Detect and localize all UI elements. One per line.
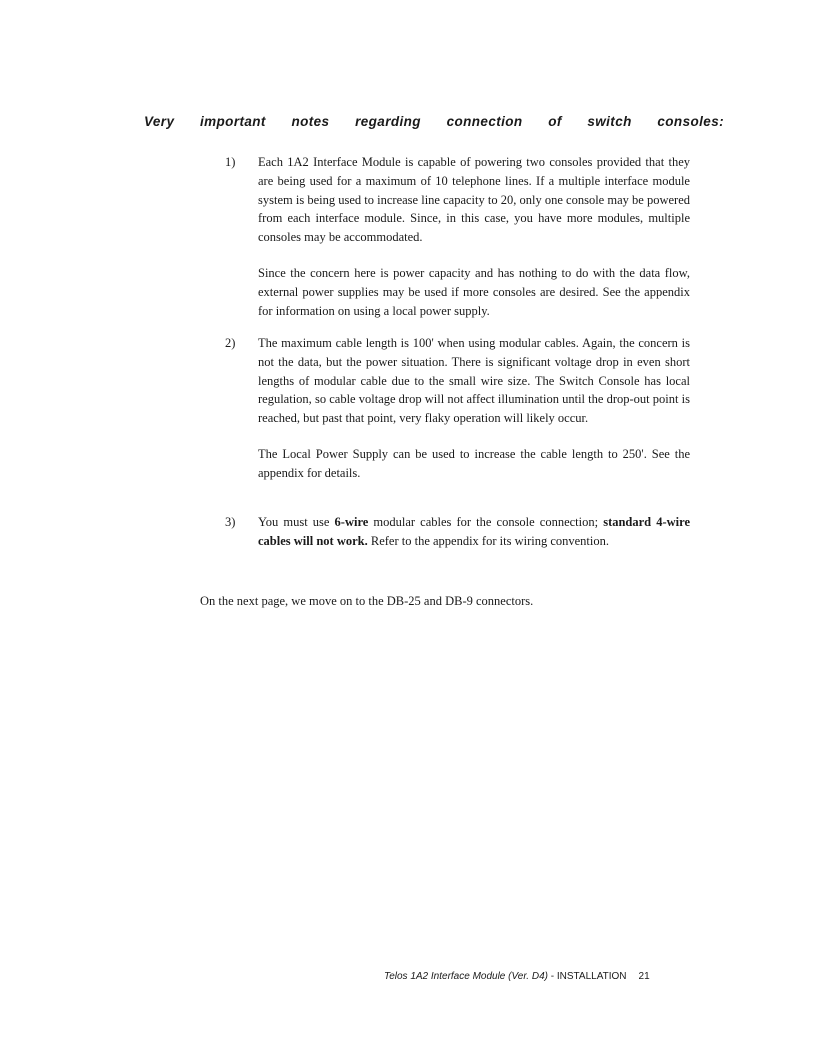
emphasis-warning: standard 4-wire cables will not work. [258,515,691,548]
emphasis-6-wire: 6-wire [334,515,369,529]
note-paragraph: Since the concern here is power capacity and has nothing to do with the data flow, external power supplies may be used if more consoles are desired. See the appendix for information on using a local power supply. [258,265,690,318]
heading-word: connection [446,114,523,129]
heading-word: regarding [355,114,421,129]
heading-word: of [548,114,562,129]
page-heading [144,114,724,129]
footer-section: - INSTALLATION [547,971,627,982]
heading-word: notes [291,114,330,129]
note-body [258,513,690,551]
note-body [258,334,690,483]
note-paragraph: The maximum cable length is 100' when using modular cables. Again, the concern is not the data, but the power situation. There is significant voltage drop in even short lengths of modular cable due to the small wire size. The Switch Console has local regulation, so cable voltage drop will not affect illumination until the drop-out point is reached, but past that point, very flaky operation will likely occur. [258,336,690,426]
note-item-3 [225,513,690,551]
note-paragraph [258,513,690,551]
note-body [258,153,690,320]
heading-word: important [199,114,266,129]
heading-word: Very [144,114,175,129]
footer-title: Telos 1A2 Interface Module (Ver. D4) [384,971,548,982]
note-paragraph: Each 1A2 Interface Module is capable of powering two consoles provided that they are being used for a maximum of 10 telephone lines. If a multiple interface module system is being used to increase line capacity to 20, only one console may be powered from each interface module. Since, in this case, you have more modules, multiple consoles may be accommodated. [258,155,690,245]
text-run: Refer to the appendix for its wiring convention. [367,533,609,548]
heading-word: switch [587,114,632,129]
heading-word: consoles: [657,114,724,129]
note-number: 2) [225,336,236,350]
text-run: modular cables for the console connection; [368,515,604,529]
note-number: 1) [225,155,236,169]
note-item-2 [225,334,690,483]
page-number: 21 [638,971,650,982]
note-item-1 [225,153,690,320]
note-paragraph: The Local Power Supply can be used to increase the cable length to 250'. See the appendix for details. [258,446,690,480]
closing-sentence: On the next page, we move on to the DB-25 and DB-9 connectors. [200,594,534,608]
note-number: 3) [225,515,236,529]
text-run: You must use [258,515,335,529]
page-footer [384,971,650,982]
